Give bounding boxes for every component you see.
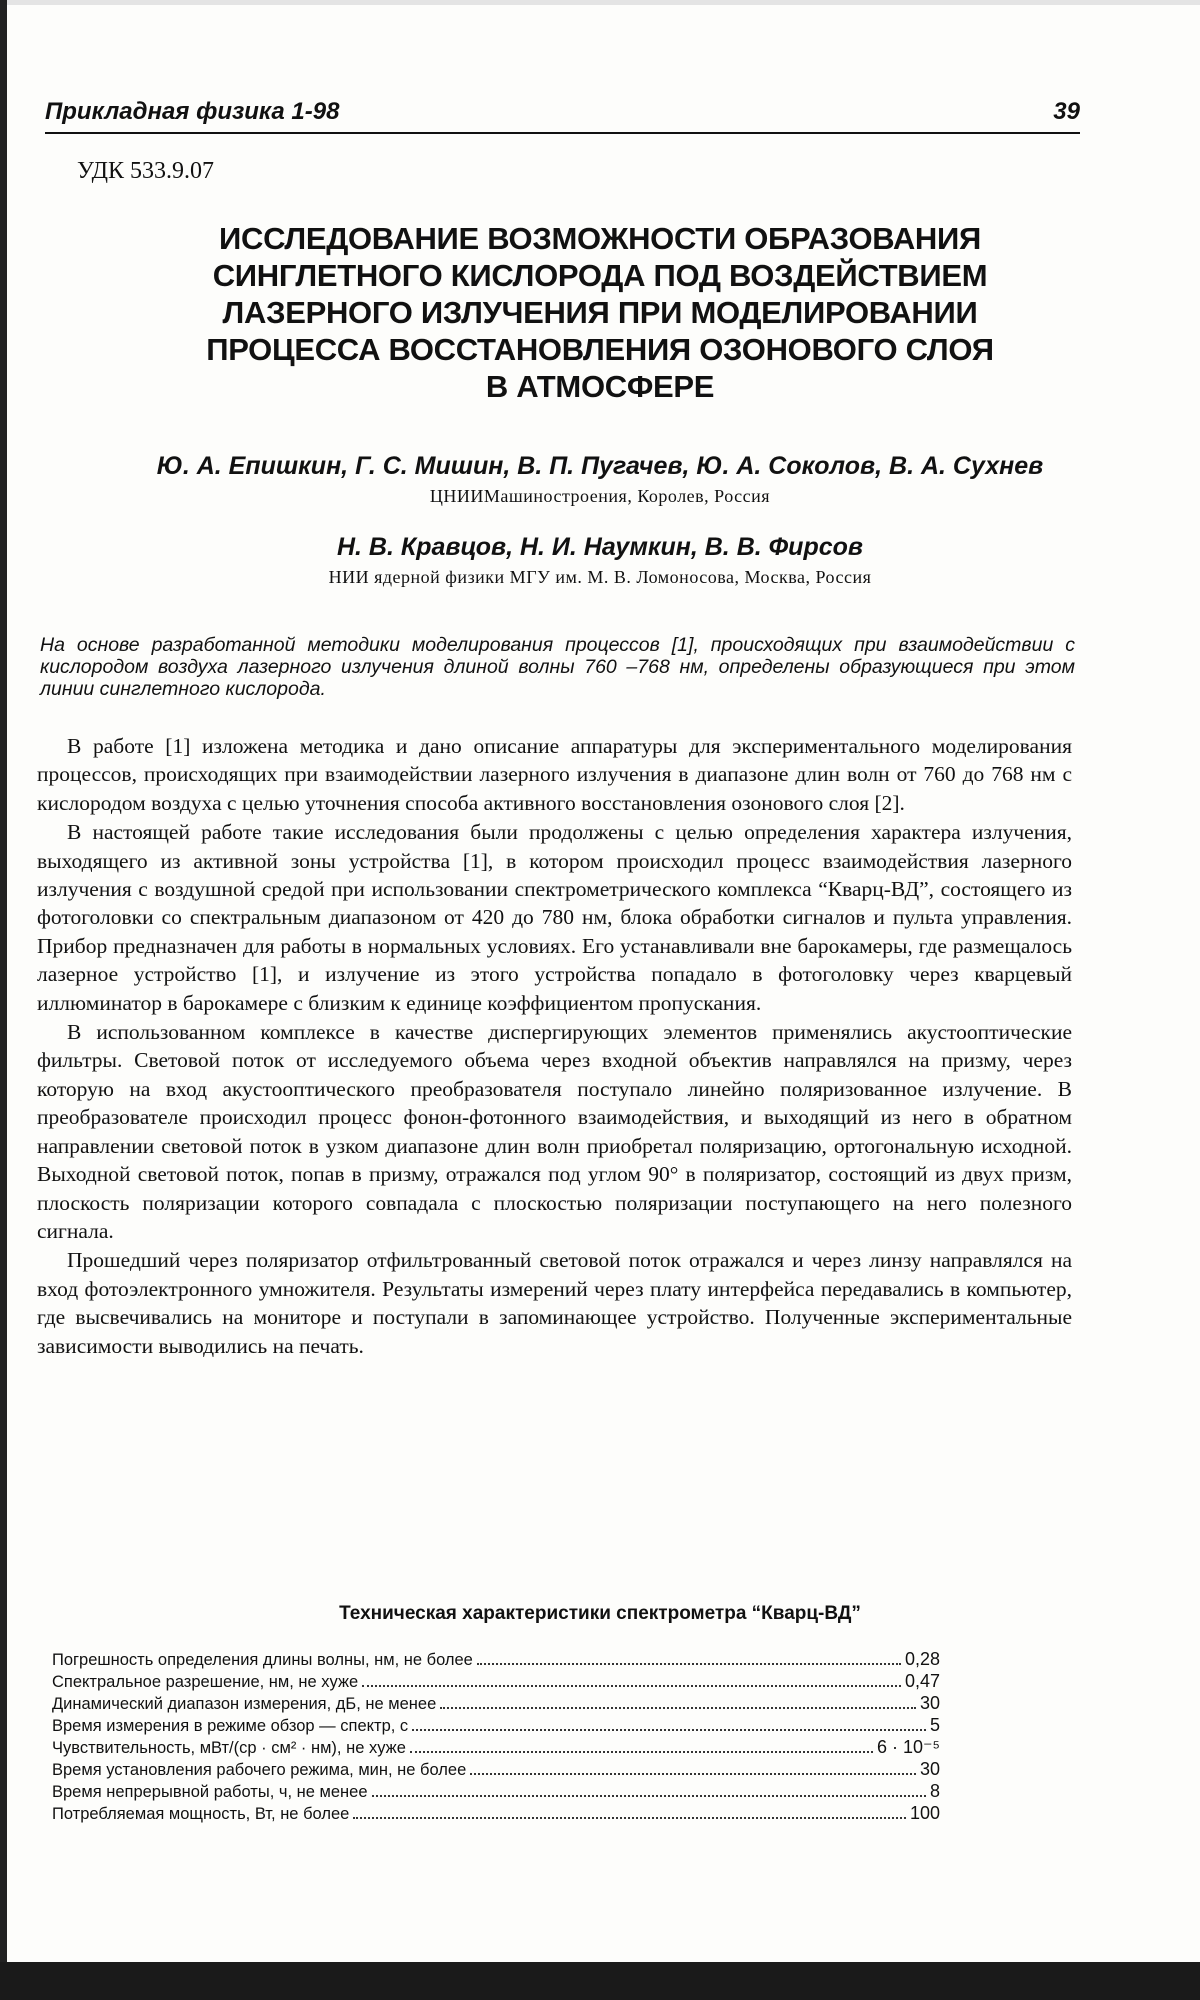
spec-value: 100	[909, 1803, 940, 1823]
article-body	[37, 732, 1072, 1361]
spec-row	[52, 1648, 940, 1670]
body-paragraph: В работе [1] изложена методика и дано описание аппаратуры для экспериментального моделирования процессов, происходящих при взаимодействии лазерного излучения в диапазоне длин волн от 760 до 768 нм с кислородом воздуха с целью уточнения способа активного восстановления озонового слоя [2].	[37, 734, 1072, 815]
scan-bottom-edge	[0, 1962, 1200, 2000]
spec-row	[52, 1736, 940, 1758]
spec-label: Время установления рабочего режима, мин, не более	[52, 1761, 467, 1779]
article-title	[70, 220, 1130, 405]
spec-row	[52, 1802, 940, 1824]
dot-leader	[362, 1683, 901, 1687]
title-line: ЛАЗЕРНОГО ИЗЛУЧЕНИЯ ПРИ МОДЕЛИРОВАНИИ	[222, 295, 978, 330]
spec-label: Чувствительность, мВт/(ср · см² · нм), не хуже	[52, 1739, 406, 1757]
dot-leader	[410, 1749, 873, 1753]
spec-value: 30	[919, 1693, 940, 1713]
title-line: СИНГЛЕТНОГО КИСЛОРОДА ПОД ВОЗДЕЙСТВИЕМ	[212, 258, 988, 293]
spec-label: Время непрерывной работы, ч, не менее	[52, 1783, 368, 1801]
running-header	[45, 96, 1080, 134]
dot-leader	[372, 1793, 926, 1797]
body-paragraph: Прошедший через поляризатор отфильтрованный световой поток отражался и через линзу направлялся на вход фотоэлектронного умножителя. Результаты измерений через плату интерфейса передавались в компьютер, где высвечивались на мониторе и поступали в запоминающее устройство. Полученные экспериментальные зависимости выводились на печать.	[37, 1248, 1072, 1358]
spec-label: Спектральное разрешение, нм, не хуже	[52, 1673, 359, 1691]
spec-value: 6 · 10⁻⁵	[877, 1737, 940, 1757]
title-line: В АТМОСФЕРЕ	[485, 369, 715, 404]
title-line: ПРОЦЕССА ВОССТАНОВЛЕНИЯ ОЗОНОВОГО СЛОЯ	[206, 332, 994, 367]
dot-leader	[470, 1771, 916, 1775]
spec-value: 5	[929, 1715, 940, 1735]
spec-row	[52, 1692, 940, 1714]
specs-list	[52, 1648, 940, 1824]
abstract: На основе разработанной методики моделирования процессов [1], происходящих при взаимодействии с кислородом воздуха лазерного излучения длиной волны 760 –768 нм, определены образующиеся при этом линии синглетного кислорода.	[40, 634, 1075, 700]
spec-row	[52, 1670, 940, 1692]
authors-group-1: Ю. А. Епишкин, Г. С. Мишин, В. П. Пугачев, Ю. А. Соколов, В. А. Сухнев	[156, 452, 1044, 480]
dot-leader	[477, 1661, 901, 1665]
spec-row	[52, 1714, 940, 1736]
spec-row	[52, 1758, 940, 1780]
body-paragraph: В настоящей работе такие исследования были продолжены с целью определения характера излучения, выходящего из активной зоны устройства [1], в котором происходил процесс взаимодействия лазерного излучения с воздушной средой при использовании спектрометрического комплекса “Кварц-ВД”, состоящего из фотоголовки со спектральным диапазоном от 420 до 780 нм, блока обработки сигналов и пульта управления. Прибор предназначен для работы в нормальных условиях. Его устанавливали вне барокамеры, где размещалось лазерное устройство [1], и излучение из этого устройства попадало в фотоголовку через кварцевый иллюминатор в барокамере с близким к единице коэффициентом пропускания.	[37, 820, 1072, 1015]
udc-code: УДК 533.9.07	[77, 158, 214, 184]
spec-label: Динамический диапазон измерения, дБ, не менее	[52, 1695, 437, 1713]
spec-value: 30	[919, 1759, 940, 1779]
spec-label: Время измерения в режиме обзор — спектр, с	[52, 1717, 409, 1735]
spec-label: Погрешность определения длины волны, нм, не более	[52, 1651, 473, 1669]
body-paragraph: В использованном комплексе в качестве диспергирующих элементов применялись акустооптические фильтры. Световой поток от исследуемого объема через входной объектив направлялся на призму, через которую на вход акустооптического преобразователя поступало линейно поляризованное излучение. В преобразователе происходил процесс фонон-фотонного взаимодействия, и выходящий из него в обратном направлении световой поток в узком диапазоне длин волн приобретал поляризацию, ортогональную исходной. Выходной световой поток, попав в призму, отражался под углом 90° в поляризатор, состоящий из двух призм, плоскость поляризации которого совпадала с плоскостью поляризации поступающего на него полезного сигнала.	[37, 1020, 1072, 1243]
page-number: 39	[1053, 98, 1080, 125]
scan-top-edge	[0, 0, 1200, 5]
authors-group-2: Н. В. Кравцов, Н. И. Наумкин, В. В. Фирсов	[336, 533, 863, 561]
dot-leader	[353, 1815, 906, 1819]
spec-value: 8	[929, 1781, 940, 1801]
affiliation-2: НИИ ядерной физики МГУ им. М. В. Ломоносова, Москва, Россия	[328, 567, 872, 587]
spec-value: 0,47	[904, 1671, 940, 1691]
dot-leader	[440, 1705, 916, 1709]
journal-name: Прикладная физика 1-98	[45, 98, 340, 125]
title-line: ИССЛЕДОВАНИЕ ВОЗМОЖНОСТИ ОБРАЗОВАНИЯ	[219, 221, 981, 256]
dot-leader	[412, 1727, 926, 1731]
spec-row	[52, 1780, 940, 1802]
spec-value: 0,28	[904, 1649, 940, 1669]
specs-title: Техническая характеристики спектрометра “Кварц-ВД”	[339, 1603, 861, 1624]
scan-left-edge	[0, 0, 7, 2000]
spec-label: Потребляемая мощность, Вт, не более	[52, 1805, 350, 1823]
affiliation-1: ЦНИИМашиностроения, Королев, Россия	[429, 486, 771, 506]
